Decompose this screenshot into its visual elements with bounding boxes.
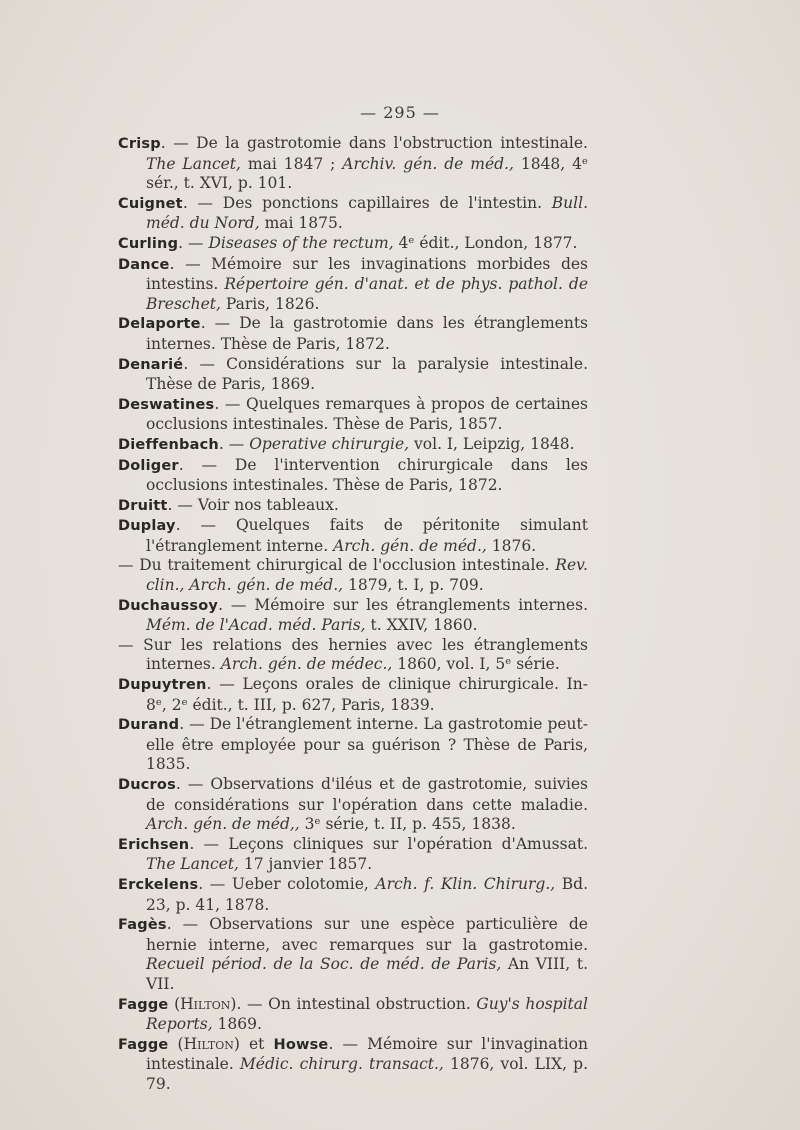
entry-author: Durand [118, 717, 180, 734]
bibliography-entry [118, 314, 588, 354]
entry-journal: Répertoire gén. d'anat. et de phys. pathol. de Breschet, [146, 275, 588, 313]
entry-journal: Guy's hospital Reports, [146, 994, 588, 1034]
entry-author: Duchaussoy [118, 597, 219, 614]
entry-text: 1860, vol. I, 5ᵉ série. [392, 655, 560, 674]
entry-journal: Arch. gén. de méd,, [146, 815, 300, 834]
bibliography-entry [118, 1035, 588, 1095]
entry-text: — Du traitement chirurgical de l'occlusion intestinale. [118, 556, 556, 575]
entry-author-firstname: (Hilton) [174, 994, 237, 1013]
entry-text: . — Leçons orales de clinique chirurgicale. In-8ᵉ, 2ᵉ édit., t. III, p. 627, Paris, 1839. [146, 675, 588, 714]
entry-author: Delaporte [118, 316, 201, 333]
entry-author: Ducros [118, 777, 176, 793]
entry-conjunction: et [239, 1034, 274, 1053]
bibliography-entry [118, 835, 588, 875]
entry-author: Fagge [118, 1036, 169, 1053]
entry-journal: Archiv. gén. de méd., [342, 154, 514, 173]
entry-text: . — Leçons cliniques sur l'opération d'Amussat. [189, 834, 588, 853]
entry-journal: Arch. gén. de médec., [220, 655, 393, 674]
entry-journal: Recueil périod. de la Soc. de méd. de Paris, [146, 955, 502, 974]
entry-text: . — Observations sur une espèce particulière de hernie interne, avec remarques sur la gastrotomie. [146, 915, 588, 954]
entry-author: Druitt [118, 497, 168, 514]
bibliography-entry [118, 395, 588, 435]
entry-journal: Mém. de l'Acad. méd. Paris, [146, 616, 366, 635]
entry-coauthor: Howse [273, 1036, 329, 1053]
entry-text: . — Quelques remarques à propos de certaines occlusions intestinales. Thèse de Paris, 1857. [146, 394, 588, 434]
entry-journal: The Lancet, [146, 855, 239, 874]
bibliography-entry [118, 496, 588, 517]
entry-text: 17 janvier 1857. [238, 855, 373, 874]
entry-text: . — Voir nos tableaux. [167, 495, 339, 514]
entry-text: . — Des ponctions capillaires de l'intestin. [182, 193, 552, 212]
bibliography-entry [118, 915, 588, 994]
bibliography-entry [118, 456, 588, 496]
entry-text: mai 1847 ; [240, 154, 343, 173]
entry-text: . — [178, 233, 209, 252]
entry-text: . — De l'intervention chirurgicale dans les occlusions intestinales. Thèse de Paris, 1872. [146, 455, 588, 495]
entry-text: — Sur les relations des hernies avec les étranglements internes. [118, 635, 588, 674]
entry-author: Curling [118, 235, 179, 252]
entry-author: Denarié [118, 356, 184, 373]
entry-author: Doliger [118, 457, 179, 474]
entry-text: Bd. 23, p. 41, 1878. [146, 874, 588, 914]
entry-text: Paris, 1826. [220, 294, 320, 313]
entry-journal: Arch. f. Klin. Chirurg., [375, 874, 556, 893]
entry-author: Dieffenbach [118, 436, 219, 453]
entry-author: Erckelens [118, 876, 199, 893]
entry-text: . — Observations d'iléus et de gastrotomie, suivies de considérations sur l'opération dans cette maladie. [146, 775, 588, 814]
entry-text: 1869. [212, 1015, 262, 1034]
entry-journal: Diseases of the rectum, [208, 233, 394, 252]
bibliography-entry [118, 715, 588, 775]
entry-author: Deswatines [118, 396, 215, 413]
entry-text: mai 1875. [259, 214, 343, 233]
entry-author: Fagès [118, 917, 167, 934]
entry-author: Crisp [118, 136, 161, 152]
entry-text: . — [218, 434, 250, 453]
bibliography-entry [118, 255, 588, 315]
entry-text: . — Mémoire sur les invaginations morbides des intestins. [146, 254, 588, 294]
bibliography-entry [118, 775, 588, 835]
entry-author: Cuignet [118, 195, 183, 212]
entry-text: . — Mémoire sur les étranglements internes. [218, 595, 588, 614]
bibliography-entry [118, 556, 588, 595]
entry-journal: Rev. clin., Arch. gén. de méd., [146, 556, 588, 595]
entry-text: . — On intestinal obstruction. [236, 994, 477, 1013]
entry-journal: Operative chirurgie, [249, 434, 410, 453]
entry-author: Fagge [118, 996, 169, 1013]
entry-text: 1879, t. I, p. 709. [343, 576, 484, 595]
entry-text: An VIII, t. VII. [146, 955, 588, 993]
bibliography-entry [118, 596, 588, 636]
entry-text: vol. I, Leipzig, 1848. [409, 434, 575, 453]
entry-text: 3ᵉ série, t. II, p. 455, 1838. [299, 815, 516, 834]
entry-author: Erichsen [118, 836, 190, 853]
bibliography-entry [118, 995, 588, 1035]
entry-text: . — Mémoire sur l'invagination intestinale. [146, 1034, 588, 1074]
bibliography-entry [118, 875, 588, 915]
entry-text: . — Ueber colotomie, [198, 874, 376, 893]
entry-text: t. XXIV, 1860. [365, 616, 478, 635]
entry-author: Dupuytren [118, 677, 207, 694]
entry-text: 1848, 4ᵉ sér., t. XVI, p. 101. [146, 154, 589, 193]
page-number: — 295 — [360, 103, 440, 122]
entry-text: 1876. [486, 536, 537, 555]
bibliography-entry [118, 134, 588, 194]
entry-author-firstname: (Hilton) [177, 1034, 240, 1053]
entry-author: Duplay [118, 518, 176, 535]
bibliography-entry [118, 234, 588, 255]
entry-journal: The Lancet, [146, 154, 241, 173]
entry-text: . — De la gastrotomie dans les étranglements internes. Thèse de Paris, 1872. [146, 314, 588, 353]
bibliography-entry [118, 194, 588, 234]
entry-text: . — De l'étranglement interne. La gastrotomie peut-elle être employée pour sa guérison ? Thèse de Paris, 1835. [146, 715, 588, 774]
entry-text: . — Quelques faits de péritonite simulant l'étranglement interne. [146, 516, 588, 555]
entry-journal: Médic. chirurg. transact., [239, 1055, 444, 1074]
entry-journal: Bull. méd. du Nord, [146, 193, 588, 233]
entry-text: . — Considérations sur la paralysie intestinale. Thèse de Paris, 1869. [146, 354, 588, 394]
entry-text: . — De la gastrotomie dans l'obstruction intestinale. [160, 134, 588, 152]
bibliography-entry [118, 516, 588, 556]
bibliography-entry [118, 636, 588, 675]
bibliography-entry [118, 435, 588, 456]
entry-text: 1876, vol. LIX, p. 79. [146, 1055, 588, 1093]
entry-journal: Arch. gén. de méd., [333, 536, 487, 555]
bibliography-entry [118, 355, 588, 395]
entry-author: Dance [118, 256, 170, 273]
bibliography-list [118, 134, 588, 1095]
bibliography-entry [118, 675, 588, 715]
entry-text: 4ᵉ édit., London, 1877. [393, 233, 578, 252]
